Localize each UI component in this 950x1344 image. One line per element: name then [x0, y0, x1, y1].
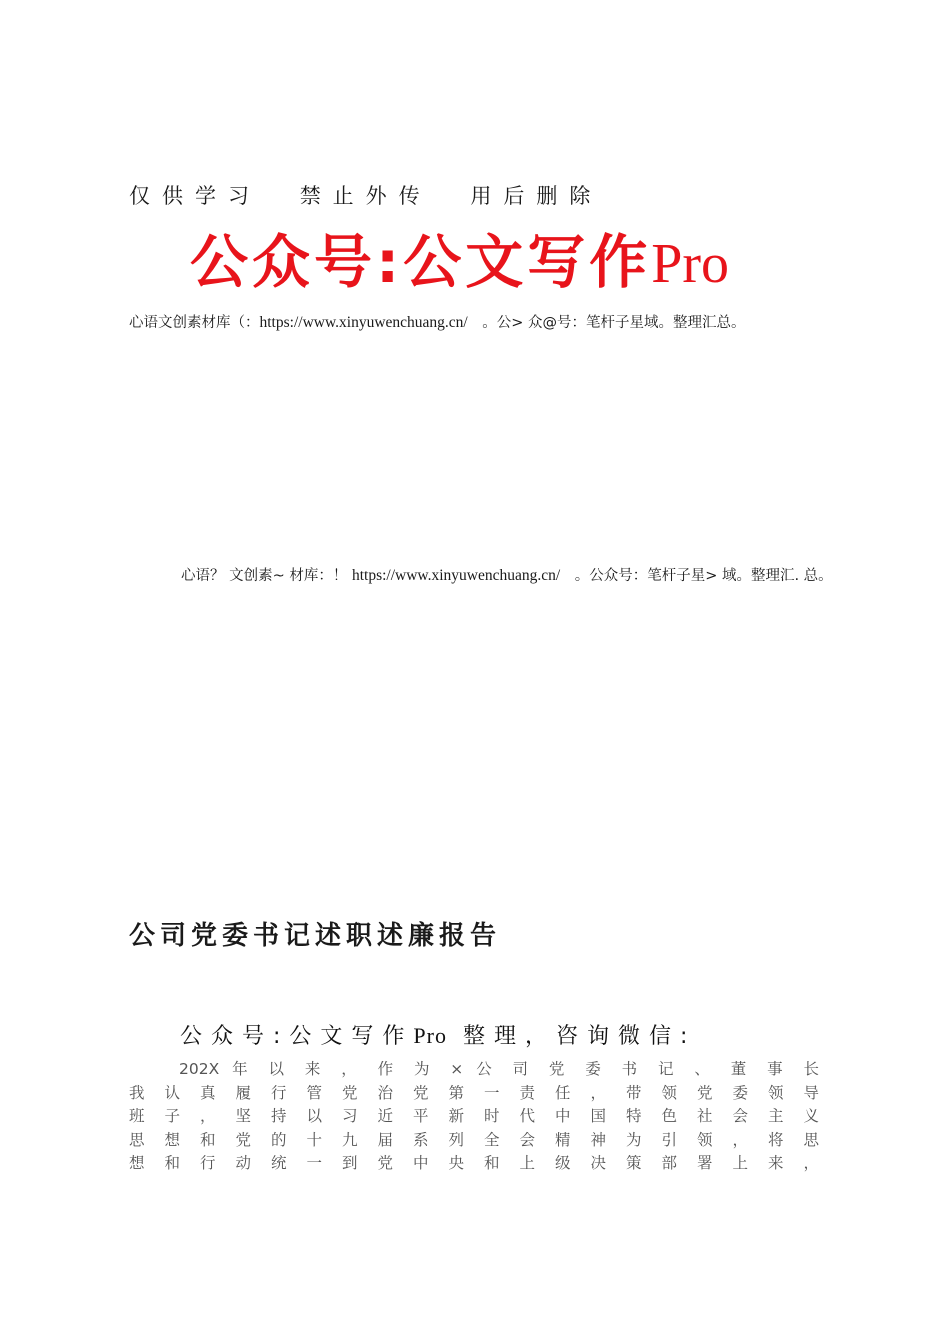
body-line: 想 和 行 动 统 一 到 党 中 央 和 上 级 决 策 部 署 上 来 ， [129, 1154, 819, 1172]
source-line-2-prefix: 心语？ 文创素~ 材库：！ [181, 568, 348, 584]
body-line: 思 想 和 党 的 十 九 届 系 列 全 会 精 神 为 引 领 ， 将 思 [129, 1130, 819, 1149]
document-title: 公司党委书记述职述廉报告 [129, 921, 502, 951]
source-line-1 [129, 311, 745, 332]
body-line: 班 子 ， 坚 持 以 习 近 平 新 时 代 中 国 特 色 社 会 主 义 [129, 1107, 819, 1125]
brand-banner [190, 222, 729, 304]
brand-text: 公众号:公文写作 [190, 228, 652, 296]
notice-part-no-distribution: 禁止外传 [299, 184, 432, 208]
source-line-1-url[interactable]: https://www.xinyuwenchuang.cn/ [259, 314, 468, 331]
body-line: 我 认 真 履 行 管 党 治 党 第 一 责 任 ， 带 领 党 委 领 导 [129, 1083, 819, 1102]
restriction-notice [129, 180, 602, 210]
notice-part-study-only: 仅供学习 [129, 184, 261, 208]
source-line-1-suffix: 。公> 众@号：笔杆子星域。整理汇总。 [467, 315, 746, 331]
source-line-1-prefix: 心语文创素材库（： [129, 315, 260, 331]
subhead-pro: Pro [413, 1023, 447, 1048]
source-line-2 [129, 564, 833, 588]
notice-part-delete-after-use: 用后删除 [470, 184, 603, 208]
subhead-account: 公众号:公文写作 [180, 1024, 414, 1049]
subhead-contact: 整理，咨询微信: [462, 1024, 697, 1049]
document-body [129, 1058, 819, 1176]
body-line: 202X 年 以 来 ， 作 为 × 公 司 党 委 书 记 、 董 事 长 [179, 1060, 819, 1078]
source-line-2-suffix: 。公众号：笔杆子星> 域。整理汇. 总。 [560, 568, 833, 584]
source-line-2-url[interactable]: https://www.xinyuwenchuang.cn/ [351, 567, 561, 584]
document-subhead [180, 1019, 696, 1050]
brand-suffix: Pro [651, 233, 729, 295]
